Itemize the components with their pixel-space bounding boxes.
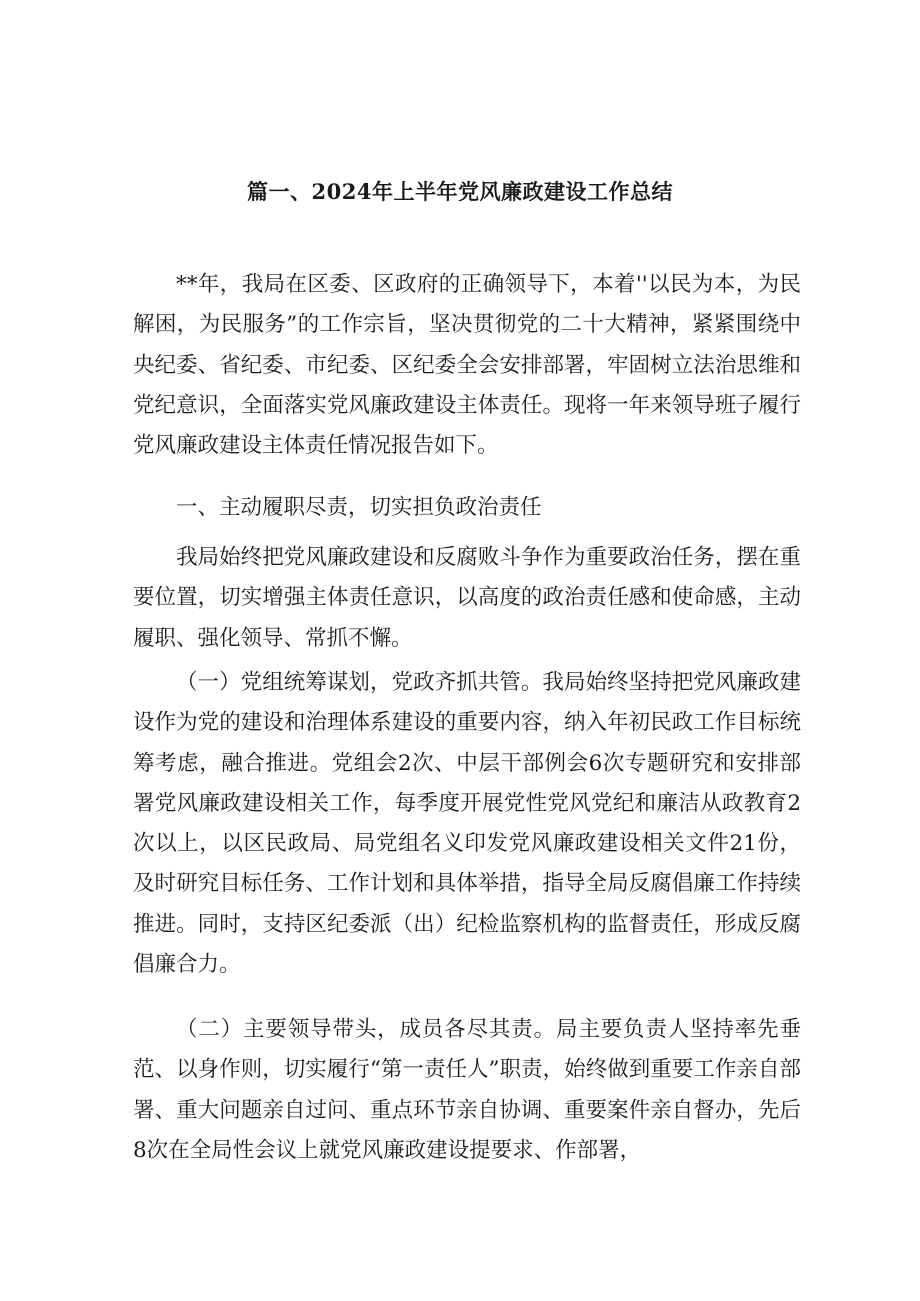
section-heading: 一、主动履职尽责，切实担负政治责任 bbox=[176, 495, 542, 520]
document-title: 篇一、2024年上半年党风廉政建设工作总结 bbox=[247, 179, 673, 204]
item-one-paragraph: （一）党组统筹谋划，党政齐抓共管。我局始终坚持把党风廉政建设作为党的建设和治理体系建设的重要内容，纳入年初民政工作目标统筹考虑，融合推进。党组会2次、中层干部例会6次专题研究和安排部署党风廉政建设相关工作，每季度开展党性党风党纪和廉洁从政教育2次以上，以区民政局、局党组名义印发党风廉政建设相关文件21份，及时研究目标任务、工作计划和具体举措，指导全局反腐倡廉工作持续推进。同时，支持区纪委派（出）纪检监察机构的监督责任，形成反腐倡廉合力。 bbox=[133, 670, 801, 978]
section-intro-paragraph: 我局始终把党风廉政建设和反腐败斗争作为重要政治任务，摆在重要位置，切实增强主体责任意识，以高度的政治责任感和使命感，主动履职、强化领导、常抓不懈。 bbox=[133, 545, 801, 651]
item-two-paragraph: （二）主要领导带头，成员各尽其责。局主要负责人坚持率先垂范、以身作则，切实履行“第一责任人”职责，始终做到重要工作亲自部署、重大问题亲自过问、重点环节亲自协调、重要案件亲自督办，先后8次在全局性会议上就党风廉政建设提要求、作部署， bbox=[133, 1017, 801, 1163]
intro-paragraph: **年，我局在区委、区政府的正确领导下，本着''以民为本，为民解困，为民服务”的工作宗旨，坚决贯彻党的二十大精神，紧紧围绕中央纪委、省纪委、市纪委、区纪委全会安排部署，牢固树立法治思维和党纪意识，全面落实党风廉政建设主体责任。现将一年来领导班子履行党风廉政建设主体责任情况报告如下。 bbox=[133, 272, 801, 459]
